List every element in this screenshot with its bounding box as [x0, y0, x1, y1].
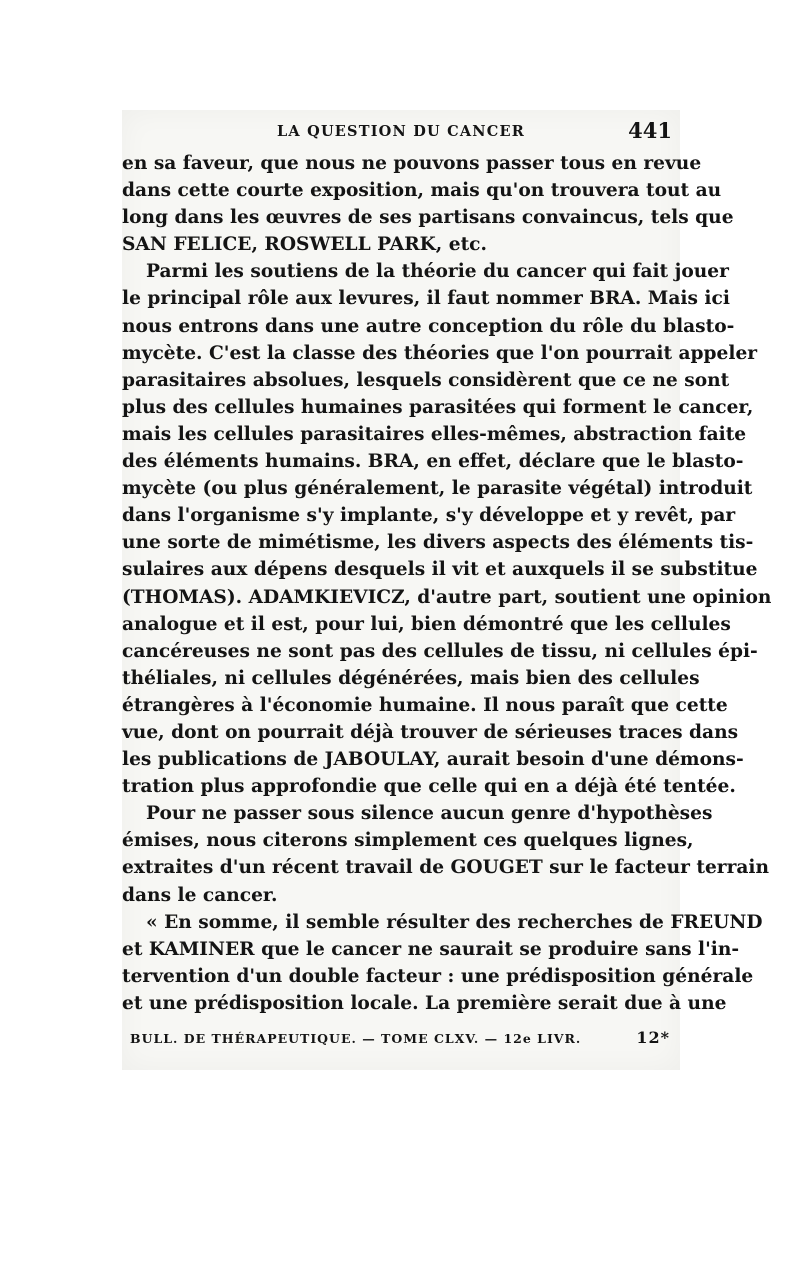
text-line: des éléments humains. BRA, en effet, déclare que le blasto-	[122, 451, 744, 473]
text-line: dans cette courte exposition, mais qu'on trouvera tout au	[122, 180, 722, 202]
text-line: tervention d'un double facteur : une prédisposition générale	[122, 965, 754, 987]
text-line: le principal rôle aux levures, il faut nommer BRA. Mais ici	[122, 288, 730, 310]
text-line: dans le cancer.	[122, 884, 278, 906]
text-line: dans l'organisme s'y implante, s'y développe et y revêt, par	[122, 505, 736, 527]
text-line: en sa faveur, que nous ne pouvons passer tous en revue	[122, 153, 702, 174]
text-line: long dans les œuvres de ses partisans convaincus, tels que	[122, 207, 734, 229]
text-line: Parmi les soutiens de la théorie du cancer qui fait jouer	[146, 261, 729, 283]
text-line: Pour ne passer sous silence aucun genre d'hypothèses	[146, 803, 713, 825]
body-text	[122, 150, 772, 1017]
page-number: 441	[628, 118, 672, 143]
text-line: cancéreuses ne sont pas des cellules de tissu, ni cellules épi-	[122, 640, 758, 662]
text-line: les publications de JABOULAY, aurait besoin d'une démons-	[122, 749, 744, 771]
text-line: théliales, ni cellules dégénérées, mais bien des cellules	[122, 667, 700, 689]
footer-signature: BULL. DE THÉRAPEUTIQUE. — TOME CLXV. — 12e LIVR.	[130, 1031, 582, 1046]
text-line: nous entrons dans une autre conception du rôle du blasto-	[122, 315, 735, 337]
text-line: une sorte de mimétisme, les divers aspects des éléments tis-	[122, 532, 754, 554]
text-line: sulaires aux dépens desquels il vit et auxquels il se substitue	[122, 559, 758, 581]
text-line: mycète. C'est la classe des théories que l'on pourrait appeler	[122, 342, 758, 364]
text-line: plus des cellules humaines parasitées qui forment le cancer,	[122, 396, 754, 418]
footer-sheet-mark: 12*	[636, 1028, 670, 1047]
book-page	[122, 110, 772, 1070]
text-line: et KAMINER que le cancer ne saurait se produire sans l'in-	[122, 938, 740, 960]
text-line: et une prédisposition locale. La première serait due à une	[122, 992, 727, 1014]
text-line: mais les cellules parasitaires elles-mêmes, abstraction faite	[122, 423, 747, 445]
text-line: mycète (ou plus généralement, le parasite végétal) introduit	[122, 478, 753, 500]
text-line: vue, dont on pourrait déjà trouver de sérieuses traces dans	[122, 721, 739, 743]
text-line: étrangères à l'économie humaine. Il nous paraît que cette	[122, 694, 728, 716]
text-line: SAN FELICE, ROSWELL PARK, etc.	[122, 234, 487, 256]
running-title: LA QUESTION DU CANCER	[277, 123, 525, 140]
text-line: parasitaires absolues, lesquels considèrent que ce ne sont	[122, 369, 730, 391]
text-line: émises, nous citerons simplement ces quelques lignes,	[122, 830, 694, 852]
text-line: tration plus approfondie que celle qui en a déjà été tentée.	[122, 776, 736, 798]
text-line: « En somme, il semble résulter des recherches de FREUND	[146, 911, 763, 933]
text-line: (THOMAS). ADAMKIEVICZ, d'autre part, soutient une opinion	[122, 586, 772, 608]
page-footer	[130, 1028, 670, 1050]
text-line: analogue et il est, pour lui, bien démontré que les cellules	[122, 613, 731, 635]
text-line: extraites d'un récent travail de GOUGET sur le facteur terrain	[122, 857, 770, 879]
page-header	[122, 118, 680, 146]
